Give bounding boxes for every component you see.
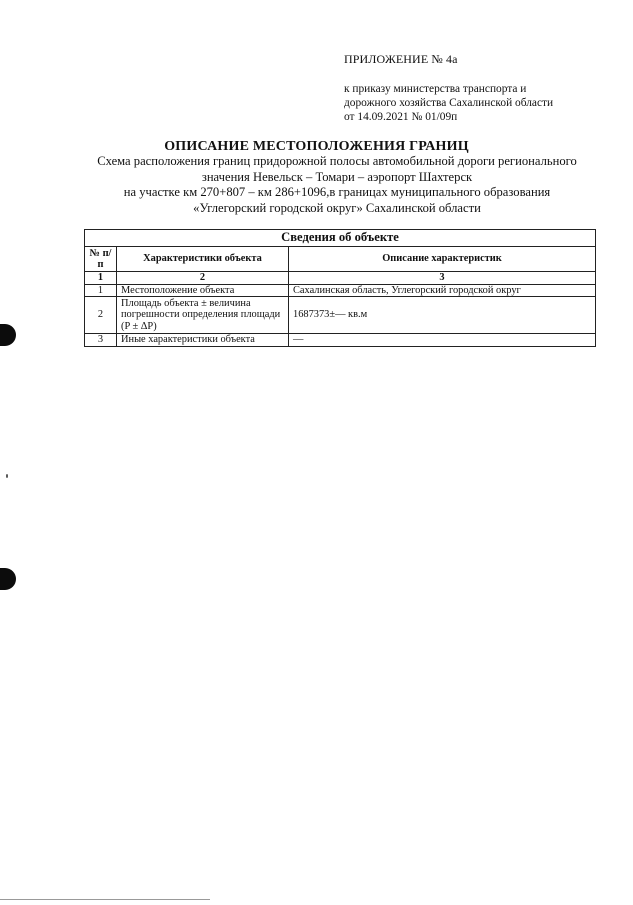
row-characteristic: Площадь объекта ± величина погрешности определения площади (P ± ΔP) (117, 297, 289, 334)
row-description: 1687373±— кв.м (289, 297, 596, 334)
row-description: — (289, 334, 596, 347)
column-number: 3 (289, 272, 596, 285)
subtitle-line: «Углегорский городской округ» Сахалинской области (193, 200, 481, 215)
document-title: ОПИСАНИЕ МЕСТОПОЛОЖЕНИЯ ГРАНИЦ (164, 139, 469, 154)
row-characteristic: Иные характеристики объекта (117, 334, 289, 347)
header-cell-number: № п/п (85, 247, 117, 272)
row-number: 3 (85, 334, 117, 347)
table-row (85, 297, 596, 334)
subtitle-line: значения Невельск – Томари – аэропорт Шахтерск (201, 169, 473, 184)
header-cell-characteristics: Характеристики объекта (117, 247, 289, 272)
order-line: дорожного хозяйства Сахалинской области (344, 97, 554, 109)
table-caption: Сведения об объекте (85, 230, 596, 247)
row-number: 1 (85, 284, 117, 297)
scan-edge-line (0, 899, 210, 900)
order-line: от 14.09.2021 № 01/09п (344, 111, 458, 123)
row-number: 2 (85, 297, 117, 334)
appendix-number: ПРИЛОЖЕНИЕ № 4а (344, 52, 458, 66)
row-characteristic: Местоположение объекта (117, 284, 289, 297)
punch-hole-top (0, 324, 16, 346)
table-row (85, 284, 596, 297)
order-reference (344, 82, 553, 124)
table-header-row (85, 247, 596, 272)
object-info-table (84, 229, 596, 347)
order-line: к приказу министерства транспорта и (344, 83, 527, 95)
scan-speck (6, 474, 8, 478)
document-subtitle (0, 154, 633, 216)
row-description: Сахалинская область, Углегорский городской округ (289, 284, 596, 297)
subtitle-line: на участке км 270+807 – км 286+1096,в границах муниципального образования (123, 185, 551, 199)
column-number: 1 (85, 272, 117, 285)
column-number-row (85, 272, 596, 285)
column-number: 2 (117, 272, 289, 285)
table-row (85, 334, 596, 347)
subtitle-line: Схема расположения границ придорожной полосы автомобильной дороги регионального (97, 154, 577, 168)
header-cell-description: Описание характеристик (289, 247, 596, 272)
punch-hole-bottom (0, 568, 16, 590)
